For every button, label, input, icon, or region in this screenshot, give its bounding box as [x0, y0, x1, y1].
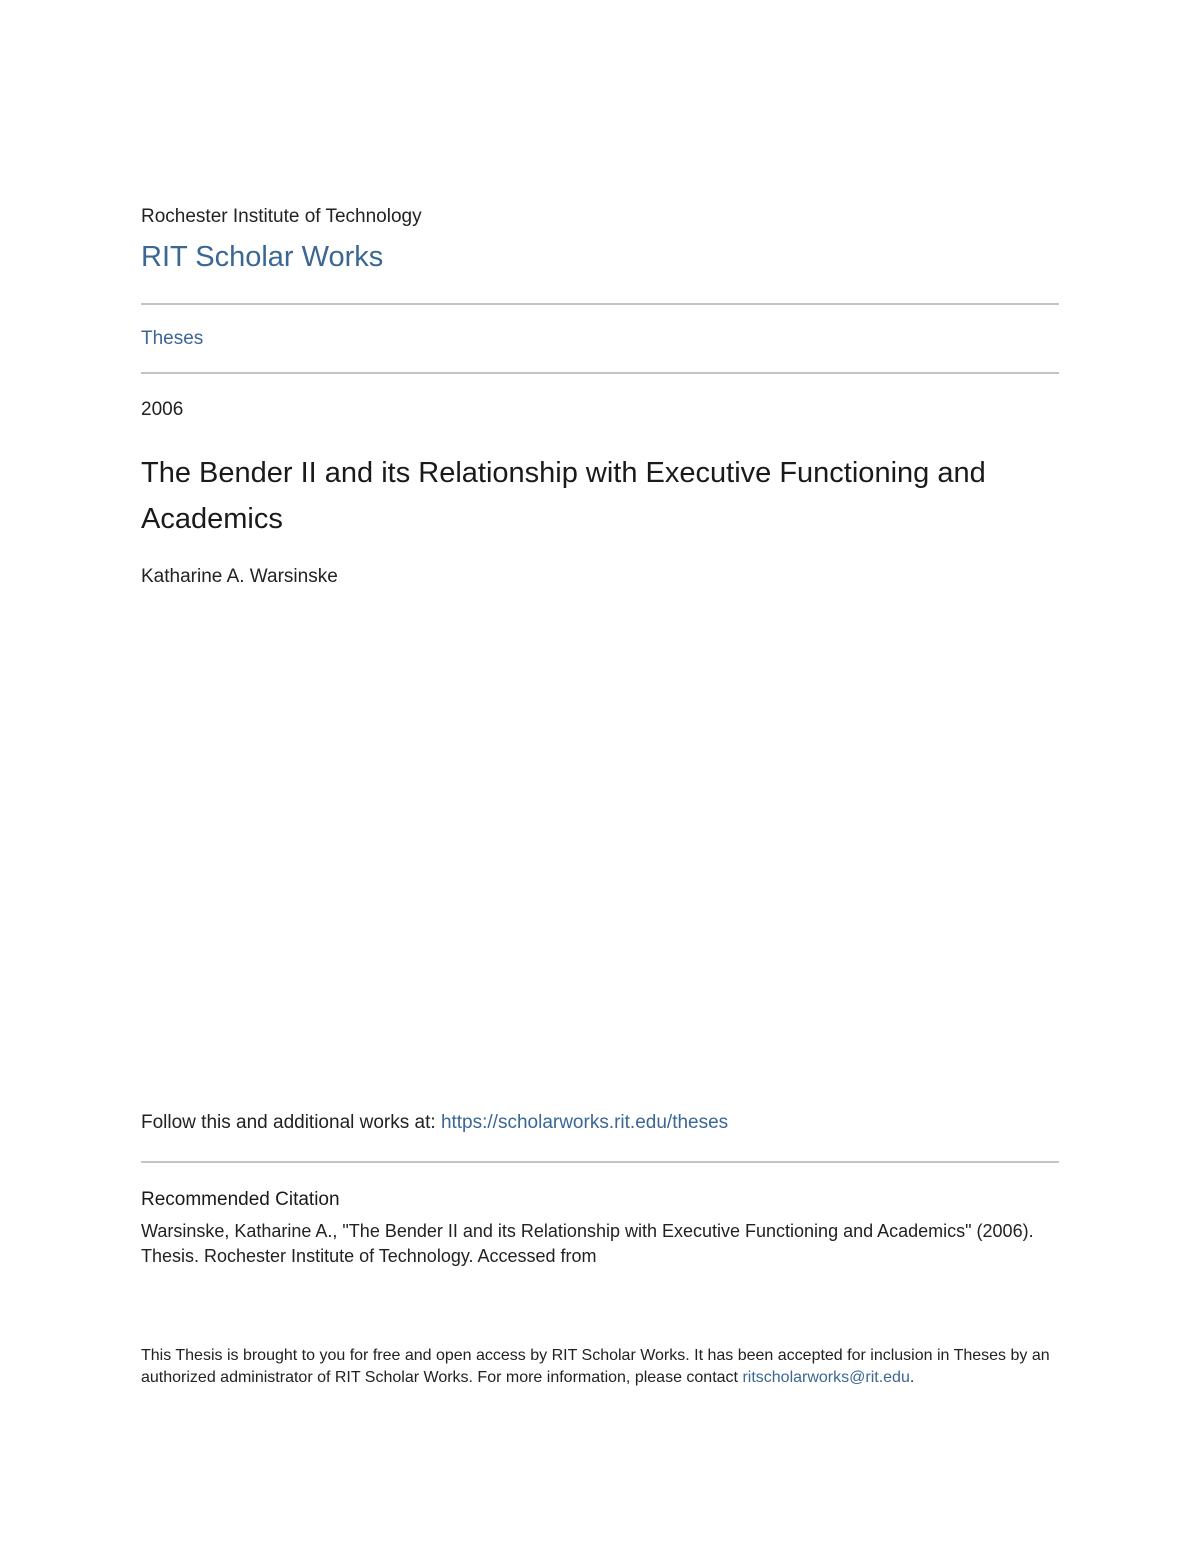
notice-end: . — [909, 1369, 915, 1386]
publication-year: 2006 — [141, 399, 184, 420]
contact-email-link[interactable]: ritscholarworks@rit.edu — [742, 1369, 910, 1386]
author-name: Katharine A. Warsinske — [141, 566, 338, 587]
citation-text: Warsinske, Katharine A., "The Bender II and its Relationship with Executive Functioning and Academics" (2006). Thesis. Rochester Institute of Technology. Accessed from — [141, 1221, 1034, 1266]
access-notice — [141, 1345, 1059, 1389]
divider — [141, 372, 1059, 374]
notice-text: This Thesis is brought to you for free and open access by RIT Scholar Works. It has been accepted for inclusion in Theses by an authorized administrator of RIT Scholar Works. For more information, please contact — [141, 1347, 1050, 1386]
recommended-citation-heading: Recommended Citation — [141, 1189, 340, 1210]
follow-text: Follow this and additional works at: — [141, 1112, 441, 1133]
collection-link[interactable]: Theses — [141, 328, 204, 349]
institution-name: Rochester Institute of Technology — [141, 206, 422, 227]
document-title: The Bender II and its Relationship with Executive Functioning and Academics — [141, 457, 986, 535]
cover-page — [141, 0, 1059, 1553]
follow-line — [141, 1112, 728, 1134]
follow-link[interactable]: https://scholarworks.rit.edu/theses — [440, 1112, 729, 1133]
repository-link[interactable]: RIT Scholar Works — [141, 241, 384, 273]
divider — [141, 1161, 1059, 1163]
divider — [141, 303, 1059, 305]
